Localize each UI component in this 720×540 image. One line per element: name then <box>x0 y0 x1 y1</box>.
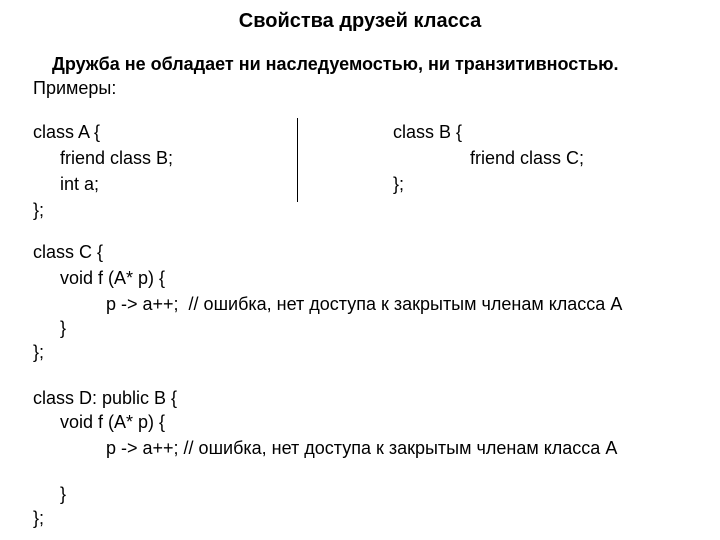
code-line: class A { <box>33 122 101 142</box>
code-line: p -> a++; // ошибка, нет доступа к закрытым членам класса A <box>106 438 618 458</box>
vertical-divider <box>297 118 298 202</box>
code-line: friend class C; <box>470 148 585 168</box>
code-line: friend class B; <box>60 148 174 168</box>
code-line: }; <box>33 508 45 528</box>
code-line: } <box>60 318 67 338</box>
code-line: void f (A* p) { <box>60 412 166 432</box>
code-line: void f (A* p) { <box>60 268 166 288</box>
code-line: }; <box>33 200 45 220</box>
code-line: class C { <box>33 242 104 262</box>
code-line: class D: public B { <box>33 388 178 408</box>
code-line: p -> a++; // ошибка, нет доступа к закрытым членам класса A <box>106 294 623 314</box>
code-line: }; <box>33 342 45 362</box>
page-title: Свойства друзей класса <box>238 10 482 32</box>
code-line: class B { <box>393 122 463 142</box>
code-line: } <box>60 484 67 504</box>
intro-statement: Дружба не обладает ни наследуемостью, ни транзитивностью. <box>52 54 619 74</box>
examples-label: Примеры: <box>33 78 117 98</box>
code-line: int a; <box>60 174 100 194</box>
code-line: }; <box>393 174 405 194</box>
